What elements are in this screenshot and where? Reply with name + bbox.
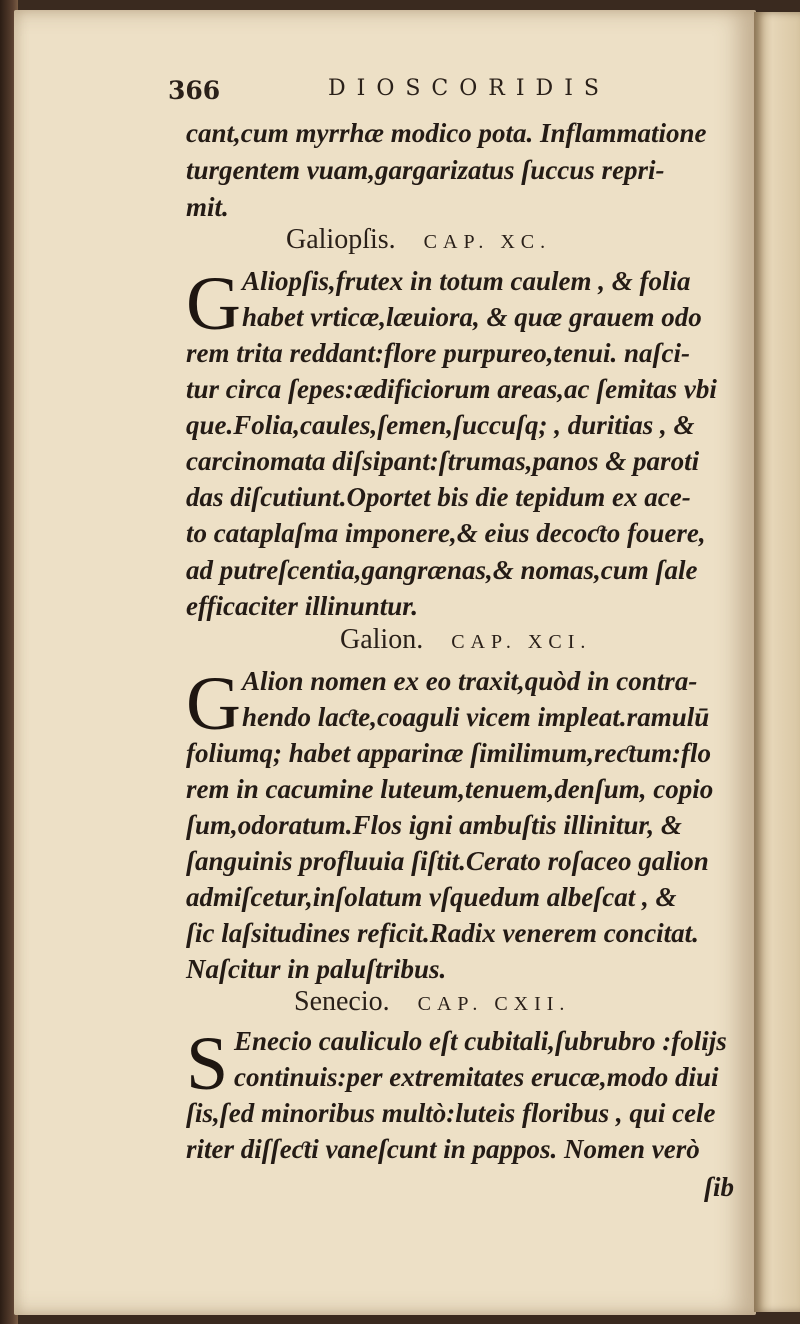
text-line: turgentem vuam,gargarizatus ſuccus repri- <box>186 155 665 185</box>
text-line: ſis,ſed minoribus multò:luteis floribus , qui cele <box>186 1098 716 1128</box>
drop-cap: S <box>186 1022 229 1106</box>
text-line: Alion nomen ex eo traxit,quòd in contra- <box>242 666 698 696</box>
text-line: ad putreſcentia,gangrænas,& nomas,cum ſale <box>186 555 698 585</box>
text-line: admiſcetur,inſolatum vſquedum albeſcat , & <box>186 882 677 912</box>
page-number: 366 <box>168 76 221 105</box>
text-line: to cataplaſma imponere,& eius decoƈto fouere, <box>186 518 706 548</box>
drop-cap: G <box>186 262 241 346</box>
text-line: carcinomata diſsipant:ſtrumas,panos & paroti <box>186 446 700 476</box>
text-line: rem trita reddant:flore purpureo,tenui. naſci- <box>186 338 691 368</box>
chapter-heading-senecio <box>294 986 570 1018</box>
chapter-number: CAP. XCI. <box>451 631 592 653</box>
text-line: riter diſſeƈti vaneſcunt in pappos. Nomen verò <box>186 1134 700 1164</box>
facing-page-edge <box>754 12 800 1312</box>
text-line: hendo laƈte,coaguli vicem impleat.ramulū <box>242 702 710 732</box>
text-line: cant,cum myrrhæ modico pota. Inflammatione <box>186 118 707 148</box>
text-line: rem in cacumine luteum,tenuem,denſum, copio <box>186 774 714 804</box>
text-line: ſanguinis profluuia ſiſtit.Cerato roſaceo galion <box>186 846 709 876</box>
text-line: Aliopſis,frutex in totum caulem , & folia <box>242 266 691 296</box>
text-line: foliumq; habet apparinæ ſimilimum,reƈtum:flo <box>186 738 712 768</box>
text-line: ſum,odoratum.Flos igni ambuſtis illinitur, & <box>186 810 682 840</box>
chapter-title: Senecio. <box>294 986 390 1017</box>
chapter-heading-galion <box>340 624 591 656</box>
text-line: que.Folia,caules,ſemen,ſuccuſq; , duritias , & <box>186 410 695 440</box>
text-line: das diſcutiunt.Oportet bis die tepidum ex ace- <box>186 482 691 512</box>
catchword: ſib <box>704 1172 734 1202</box>
text-line: mit. <box>186 192 229 222</box>
text-line: ſic laſsitudines reficit.Radix venerem concitat. <box>186 918 699 948</box>
text-line: Enecio cauliculo eſt cubitali,ſubrubro :folijs <box>234 1026 727 1056</box>
page-header <box>168 76 608 108</box>
chapter-number: CAP. CXII. <box>417 993 571 1015</box>
text-line: efficaciter illinuntur. <box>186 591 419 621</box>
chapter-title: Galiopſis. <box>286 224 396 255</box>
text-line: Naſcitur in paluſtribus. <box>186 954 447 984</box>
chapter-heading-galiopsis <box>286 224 551 256</box>
chapter-title: Galion. <box>340 624 424 655</box>
running-title: DIOSCORIDIS <box>328 76 610 101</box>
text-line: continuis:per extremitates erucæ,modo diui <box>234 1062 719 1092</box>
chapter-number: CAP. XC. <box>423 231 552 253</box>
text-line: tur circa ſepes:ædificiorum areas,ac ſemitas vbi <box>186 374 717 404</box>
drop-cap: G <box>186 662 241 746</box>
text-line: habet vrticæ,læuiora, & quæ grauem odo <box>242 302 702 332</box>
